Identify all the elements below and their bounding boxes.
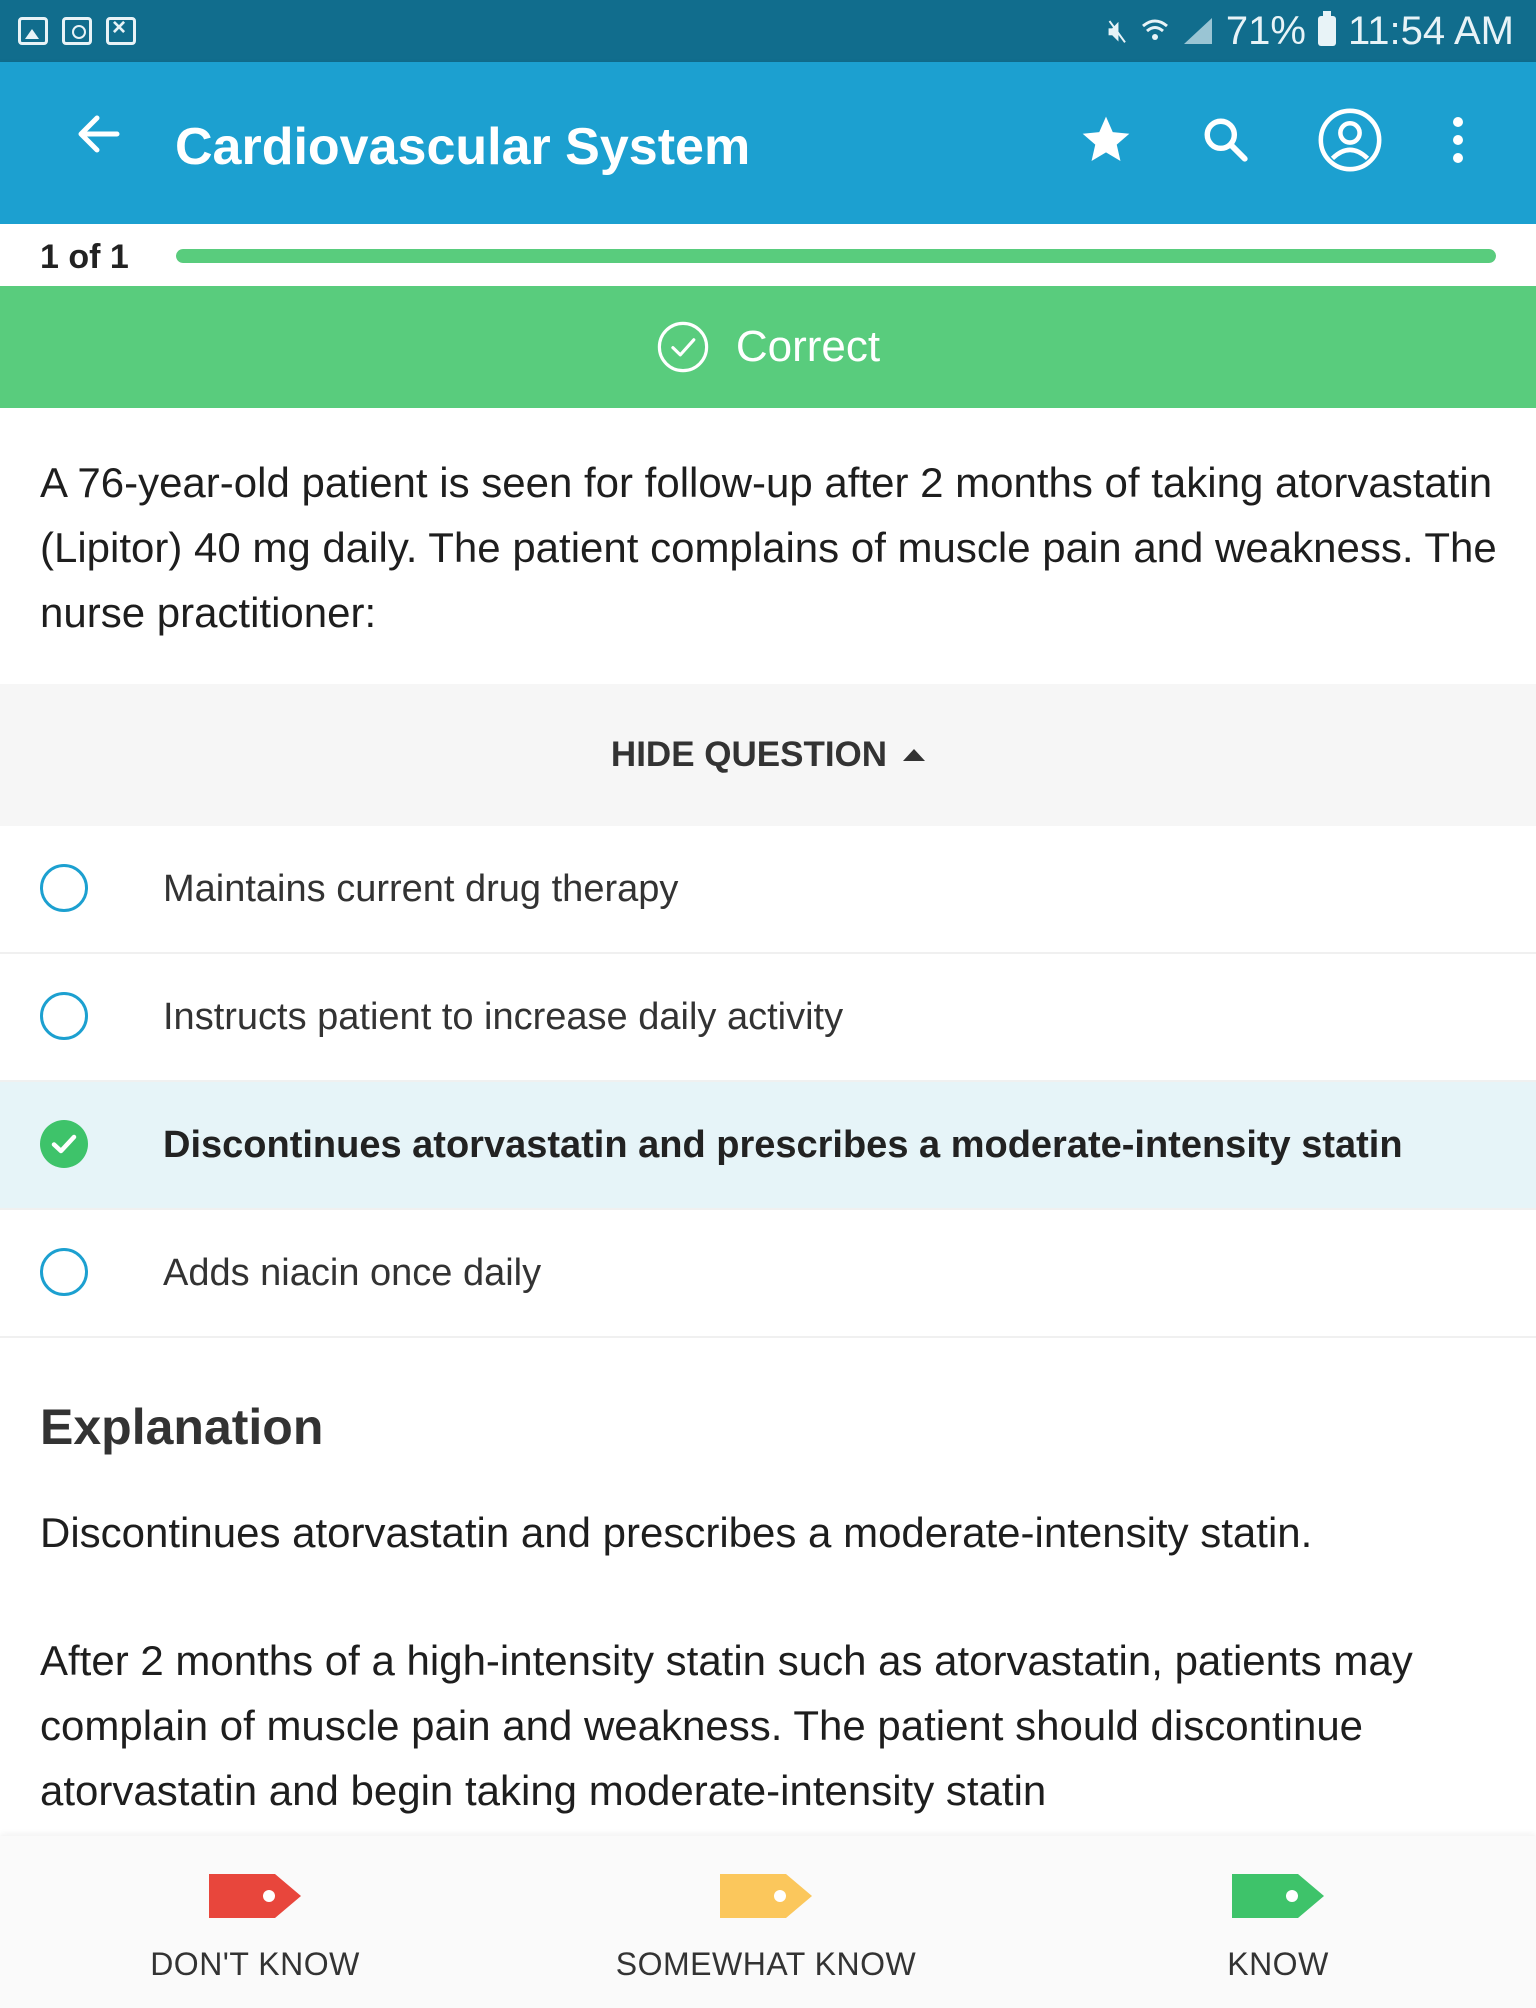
- page-title: Cardiovascular System: [175, 118, 751, 176]
- notification-icons: [18, 17, 136, 45]
- yellow-tag-icon: [720, 1874, 812, 1918]
- option-label: Instructs patient to increase daily activity: [163, 995, 844, 1038]
- green-tag-icon: [1232, 1874, 1324, 1918]
- back-arrow-icon: [73, 108, 125, 160]
- clock-time: 11:54 AM: [1347, 8, 1514, 53]
- result-banner: [0, 286, 1536, 408]
- radio-button[interactable]: [40, 1248, 88, 1296]
- answer-option[interactable]: [0, 1210, 1536, 1338]
- hide-question-toggle[interactable]: [0, 684, 1536, 826]
- search-icon: [1201, 115, 1251, 165]
- app-bar: [0, 62, 1536, 224]
- option-label: Adds niacin once daily: [163, 1251, 542, 1294]
- search-button[interactable]: [1188, 102, 1264, 178]
- somewhat-know-button[interactable]: [566, 1836, 966, 2008]
- hide-question-label: HIDE QUESTION: [610, 735, 888, 774]
- answer-option[interactable]: [0, 826, 1536, 954]
- answer-options: [0, 826, 1536, 1338]
- clock-icon: [62, 17, 92, 45]
- account-icon: [1316, 106, 1384, 174]
- wifi-icon: [1140, 16, 1170, 46]
- know-label: KNOW: [1227, 1946, 1329, 1982]
- signal-icon: [1182, 16, 1214, 46]
- option-label: Discontinues atorvastatin and prescribes a moderate-intensity statin: [163, 1123, 1403, 1166]
- dont-know-label: DON'T KNOW: [150, 1946, 360, 1982]
- explanation-body: After 2 months of a high-intensity statin such as atorvastatin, patients may complain of muscle pain and weakness. The patient should discontinue atorvastatin and begin taking moderate-intensity statin: [40, 1637, 1413, 1814]
- radio-button[interactable]: [40, 864, 88, 912]
- favorite-button[interactable]: [1068, 102, 1144, 178]
- battery-percent: 71%: [1225, 8, 1306, 53]
- battery-icon: [1318, 16, 1336, 46]
- answer-option-selected[interactable]: [0, 1082, 1536, 1210]
- result-text: Correct: [735, 322, 881, 371]
- check-circle-filled-icon[interactable]: [40, 1120, 88, 1168]
- progress-fill: [176, 249, 1496, 263]
- status-bar: [0, 0, 1536, 62]
- progress-label: 1 of 1: [40, 238, 129, 276]
- progress-bar: [176, 249, 1496, 263]
- somewhat-know-label: SOMEWHAT KNOW: [615, 1946, 917, 1982]
- image-icon: [18, 17, 48, 45]
- account-button[interactable]: [1312, 102, 1388, 178]
- more-vert-icon: [1448, 114, 1468, 166]
- system-indicators: [1108, 9, 1514, 54]
- check-circle-icon: [656, 320, 710, 374]
- back-button[interactable]: [64, 106, 134, 176]
- explanation-answer: Discontinues atorvastatin and prescribes a moderate-intensity statin.: [40, 1509, 1313, 1556]
- explanation-heading: Explanation: [40, 1399, 324, 1455]
- more-options-button[interactable]: [1420, 102, 1496, 178]
- mute-icon: 🔇︎: [1107, 12, 1128, 48]
- answer-option[interactable]: [0, 954, 1536, 1082]
- progress-row: [0, 224, 1536, 286]
- red-tag-icon: [209, 1874, 301, 1918]
- checkmark-icon: [40, 1120, 88, 1168]
- close-icon: [106, 17, 136, 45]
- radio-button[interactable]: [40, 992, 88, 1040]
- confidence-rating-bar: [0, 1836, 1536, 2008]
- caret-up-icon: [903, 749, 925, 761]
- dont-know-button[interactable]: [55, 1836, 455, 2008]
- star-icon: [1078, 112, 1134, 168]
- question-text: A 76-year-old patient is seen for follow-up after 2 months of taking atorvastatin (Lipitor) 40 mg daily. The patient complains of muscle pain and weakness. The nurse practitioner:: [40, 459, 1497, 636]
- know-button[interactable]: [1078, 1836, 1478, 2008]
- option-label: Maintains current drug therapy: [163, 867, 679, 910]
